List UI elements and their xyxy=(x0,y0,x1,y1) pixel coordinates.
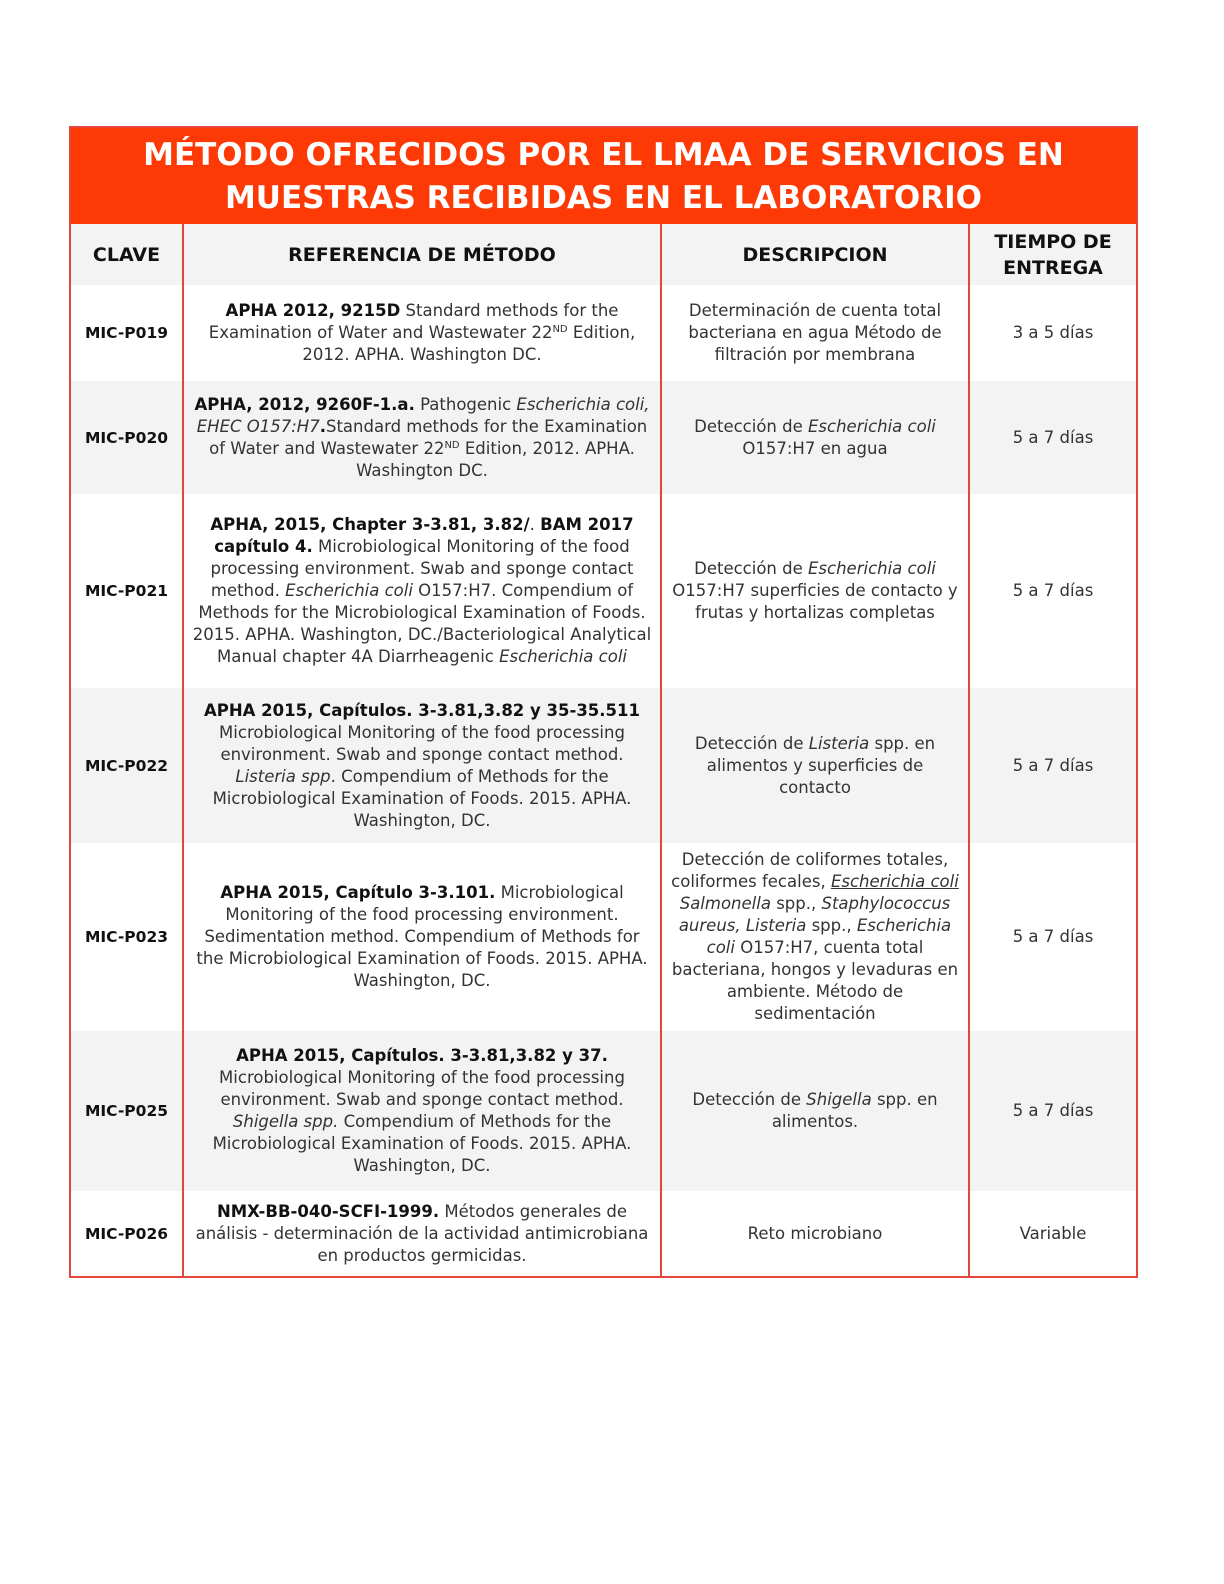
reference-cell xyxy=(183,285,661,381)
reference-italic: Shigella spp. xyxy=(232,1112,339,1131)
reference-cell xyxy=(183,1031,661,1191)
description-text: Detección de xyxy=(694,733,809,753)
table-row xyxy=(71,1191,1136,1276)
table-row xyxy=(71,285,1136,381)
title-line-2: MUESTRAS RECIBIDAS EN EL LABORATORIO xyxy=(224,180,983,216)
description-italic: Escherichia coli xyxy=(808,416,936,436)
description-italic: Escherichia coli xyxy=(706,916,952,957)
reference-cell xyxy=(183,843,661,1031)
reference-bold: . xyxy=(319,416,326,436)
reference-sup: ND xyxy=(552,324,568,335)
description-text: spp. en alimentos. xyxy=(771,1090,938,1131)
reference-text: Métodos generales de análisis - determinación de la actividad antimicrobiana en productos germicidas. xyxy=(195,1201,649,1265)
clave-cell: MIC-P026 xyxy=(71,1191,183,1276)
description-cell xyxy=(661,494,969,688)
reference-text: . xyxy=(529,515,541,534)
clave-cell: MIC-P025 xyxy=(71,1031,183,1191)
reference-bold: APHA 2015, Capítulo 3-3.101. xyxy=(220,883,496,902)
reference-cell xyxy=(183,688,661,843)
header-tiempo xyxy=(969,224,1136,285)
delivery-time-cell: Variable xyxy=(1019,1223,1087,1243)
reference-text: Microbiological Monitoring of the food processing environment. Sedimentation method. Compendium of Methods for the Microbiological Examination of Foods. 2015. APHA. Washington, DC. xyxy=(196,883,648,990)
reference-bold: BAM 2017 capítulo 4. xyxy=(214,515,634,556)
reference-text: Compendium of Methods for the Microbiological Examination of Foods. 2015. APHA. Washington, DC. xyxy=(212,1112,632,1175)
description-text: Detección de xyxy=(694,416,808,436)
description-cell xyxy=(661,843,969,1031)
description-italic: Escherichia coli xyxy=(808,559,936,578)
table-row xyxy=(71,688,1136,843)
description-italic: Staphylococcus aureus, Listeria xyxy=(678,894,951,935)
table-row xyxy=(71,843,1136,1031)
reference-italic: Listeria spp xyxy=(235,766,331,786)
description-text: Detección de coliformes totales, coliformes fecales, xyxy=(671,850,949,891)
reference-text: Pathogenic xyxy=(414,394,517,414)
description-text: spp. en alimentos y superficies de contacto xyxy=(706,733,936,797)
description-italic: Shigella xyxy=(806,1090,872,1109)
delivery-time-cell: 5 a 7 días xyxy=(969,381,1136,494)
description-cell xyxy=(661,285,969,381)
reference-text: Microbiological Monitoring of the food processing environment. Swab and sponge contact method. xyxy=(219,722,625,764)
delivery-time-cell: 5 a 7 días xyxy=(1012,581,1094,600)
description-cell xyxy=(661,381,969,494)
description-italic: Salmonella xyxy=(679,894,771,913)
description-text: spp., xyxy=(806,916,857,935)
description-cell xyxy=(661,1031,969,1191)
description-text: Reto microbiano xyxy=(747,1223,883,1243)
table-row xyxy=(71,381,1136,494)
reference-text: . Compendium of Methods for the Microbiological Examination of Foods. 2015. APHA. Washington, DC. xyxy=(212,766,632,830)
header-tiempo-label: TIEMPO DE ENTREGA xyxy=(994,230,1112,279)
reference-bold: APHA, 2012, 9260F-1.a. xyxy=(194,394,415,414)
title-line-1: MÉTODO OFRECIDOS POR EL LMAA DE SERVICIOS EN xyxy=(143,137,1064,173)
reference-bold: APHA 2012, 9215D xyxy=(225,301,401,320)
reference-sup: ND xyxy=(444,439,460,451)
description-cell xyxy=(661,1191,969,1276)
methods-table-container xyxy=(69,126,1138,1278)
reference-text: Standard methods for the Examination of Water and Wastewater 22 xyxy=(209,416,648,458)
reference-cell xyxy=(183,494,661,688)
description-text: Detección de xyxy=(692,1090,807,1109)
reference-italic: Escherichia coli, EHEC O157:H7 xyxy=(196,394,650,436)
description-cell xyxy=(661,688,969,843)
clave-cell: MIC-P022 xyxy=(71,688,183,843)
reference-cell xyxy=(183,381,661,494)
reference-text: O157:H7. Compendium of Methods for the Microbiological Examination of Foods. 2015. APHA. Washington, DC./Bacteriological Analytical Manual chapter 4A Diarrheagenic xyxy=(192,581,652,666)
description-text: O157:H7 superficies de contacto y frutas y hortalizas completas xyxy=(672,581,958,622)
delivery-time-cell: 5 a 7 días xyxy=(969,1031,1136,1191)
reference-text: Microbiological Monitoring of the food processing environment. Swab and sponge contact method. xyxy=(210,537,634,600)
description-italic-underline: Escherichia coli xyxy=(830,872,959,891)
header-clave: CLAVE xyxy=(71,224,183,285)
reference-text: Edition, 2012. APHA. Washington DC. xyxy=(356,438,635,480)
description-text: spp., xyxy=(770,894,822,913)
methods-table xyxy=(71,224,1136,1276)
reference-italic: Escherichia coli xyxy=(499,647,627,666)
header-row xyxy=(71,224,1136,285)
reference-bold: APHA, 2015, Chapter 3-3.81, 3.82/ xyxy=(210,515,530,534)
description-text: O157:H7 en agua xyxy=(742,438,888,458)
description-italic: Listeria xyxy=(808,733,870,753)
description-text: Determinación de cuenta total bacteriana en agua Método de filtración por membrana xyxy=(688,301,942,364)
clave-cell: MIC-P019 xyxy=(71,285,183,381)
header-referencia: REFERENCIA DE MÉTODO xyxy=(183,224,661,285)
table-row xyxy=(71,494,1136,688)
reference-text: Standard methods for the Examination of Water and Wastewater 22 xyxy=(208,301,619,342)
clave-cell: MIC-P023 xyxy=(71,843,183,1031)
description-text: O157:H7, cuenta total bacteriana, hongos y levaduras en ambiente. Método de sedimentación xyxy=(671,938,959,1023)
clave-cell: MIC-P020 xyxy=(71,381,183,494)
reference-text: Microbiological Monitoring of the food processing environment. Swab and sponge contact method. xyxy=(219,1068,625,1109)
reference-text: Edition, 2012. APHA. Washington DC. xyxy=(302,323,636,364)
header-descripcion: DESCRIPCION xyxy=(661,224,969,285)
delivery-time-cell: 5 a 7 días xyxy=(1012,927,1094,946)
description-text: Detección de xyxy=(694,559,808,578)
delivery-time-cell: 3 a 5 días xyxy=(1012,323,1094,342)
reference-cell xyxy=(183,1191,661,1276)
reference-bold: NMX-BB-040-SCFI-1999. xyxy=(216,1201,440,1221)
table-row xyxy=(71,1031,1136,1191)
reference-italic: Escherichia coli xyxy=(285,581,413,600)
reference-bold: APHA 2015, Capítulos. 3-3.81,3.82 y 35-35.511 xyxy=(203,700,641,720)
table-title xyxy=(71,128,1136,224)
reference-bold: APHA 2015, Capítulos. 3-3.81,3.82 y 37. xyxy=(236,1046,608,1065)
delivery-time-cell: 5 a 7 días xyxy=(969,688,1136,843)
clave-cell: MIC-P021 xyxy=(71,494,183,688)
